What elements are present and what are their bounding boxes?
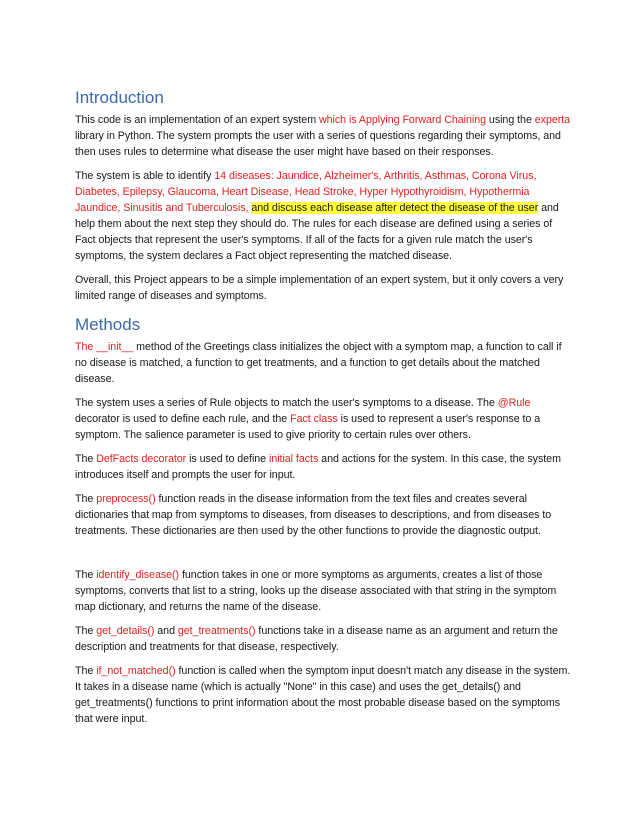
text-span: function is called when the symptom input doesn't match any disease in the system. It takes in a disease name (which is actually "None" in this case) and uses the get_details() and get_treatments() functions to print information about the most probable disease based on the symptoms that were input. [75, 665, 571, 725]
intro-paragraph-3 [75, 272, 572, 304]
red-text-span: experta [534, 114, 571, 126]
intro-paragraph-2 [75, 168, 572, 264]
text-span: The system is able to identify [75, 170, 215, 182]
text-span: library in Python. The system prompts the user with a series of questions regarding their symptoms, and then uses rules to determine what disease the user might have based on their responses. [75, 130, 561, 158]
text-span: decorator is used to define each rule, and the [75, 413, 291, 425]
text-span: and help them about the next step they should do. The rules for each disease are defined using a series of Fact objects that represent the user's symptoms. If all of the facts for a given rule match the user's symptoms, the system declares a Fact object representing the matched disease. [75, 202, 559, 262]
text-span: is used to represent a user's response to a symptom. The salience parameter is used to give priority to certain rules over others. [75, 413, 541, 441]
text-span: Overall, this Project appears to be a simple implementation of an expert system, but it only covers a very limited range of diseases and symptoms. [75, 274, 564, 302]
text-span: The system uses a series of Rule objects to match the user's symptoms to a disease. The [75, 397, 498, 409]
text-span: The [75, 493, 97, 505]
text-span: method of the Greetings class initializes the object with a symptom map, a function to call if no disease is matched, a function to get treatments, and a function to get details about the matched disease. [75, 341, 562, 385]
text-span: This code is an implementation of an expert system [75, 114, 319, 126]
text-span: The [75, 569, 97, 581]
text-span: and [154, 625, 178, 637]
text-span: functions take in a disease name as an argument and return the description and treatments for that disease, respectively. [75, 625, 558, 653]
methods-paragraph-1 [75, 339, 572, 387]
text-span: The [75, 625, 97, 637]
methods-paragraph-6 [75, 623, 572, 655]
red-text-span: @Rule [497, 397, 531, 409]
methods-paragraph-5 [75, 567, 572, 615]
red-text-span: get_treatments() [177, 625, 256, 637]
highlighted-text-span: and discuss each disease after detect the disease of the user [251, 202, 539, 214]
text-span: The [75, 665, 97, 677]
red-text-span: 14 diseases: Jaundice, Alzheimer's, Arthritis, Asthmas, Corona Virus, Diabetes, Epilepsy, Glaucoma, Heart Disease, Head Stroke, Hyper Hypothyroidism, Hypothermia Jaundice, Sinusitis and Tuberculosis, [75, 170, 537, 214]
methods-paragraph-7 [75, 663, 572, 727]
red-text-span: The __init__ [75, 341, 134, 353]
red-text-span: Fact class [290, 413, 338, 425]
text-span: The [75, 453, 97, 465]
red-text-span: if_not_matched() [96, 665, 176, 677]
intro-paragraph-1 [75, 112, 572, 160]
text-span: using the [486, 114, 535, 126]
red-text-span: which is Applying Forward Chaining [318, 114, 486, 126]
methods-paragraph-2 [75, 395, 572, 443]
red-text-span: initial facts [269, 453, 319, 465]
text-span: is used to define [186, 453, 269, 465]
methods-paragraph-4 [75, 491, 572, 539]
text-span: function reads in the disease information from the text files and creates several dictionaries that map from symptoms to diseases, from diseases to descriptions, and from diseases to treatments. These dictionaries are then used by the other functions to provide the diagnostic output. [75, 493, 552, 537]
red-text-span: identify_disease() [96, 569, 180, 581]
introduction-heading: Introduction [75, 88, 164, 107]
methods-heading: Methods [75, 315, 141, 334]
text-span: and actions for the system. In this case, the system introduces itself and prompts the user for input. [75, 453, 561, 481]
red-text-span: get_details() [96, 625, 155, 637]
methods-paragraph-3 [75, 451, 572, 483]
text-span: function takes in one or more symptoms as arguments, creates a list of those symptoms, converts that list to a string, looks up the disease associated with that string in the symptom map dictionary, and returns the name of the disease. [75, 569, 557, 613]
red-text-span: DefFacts decorator [96, 453, 187, 465]
paragraph-spacer [75, 547, 572, 567]
red-text-span: preprocess() [96, 493, 156, 505]
